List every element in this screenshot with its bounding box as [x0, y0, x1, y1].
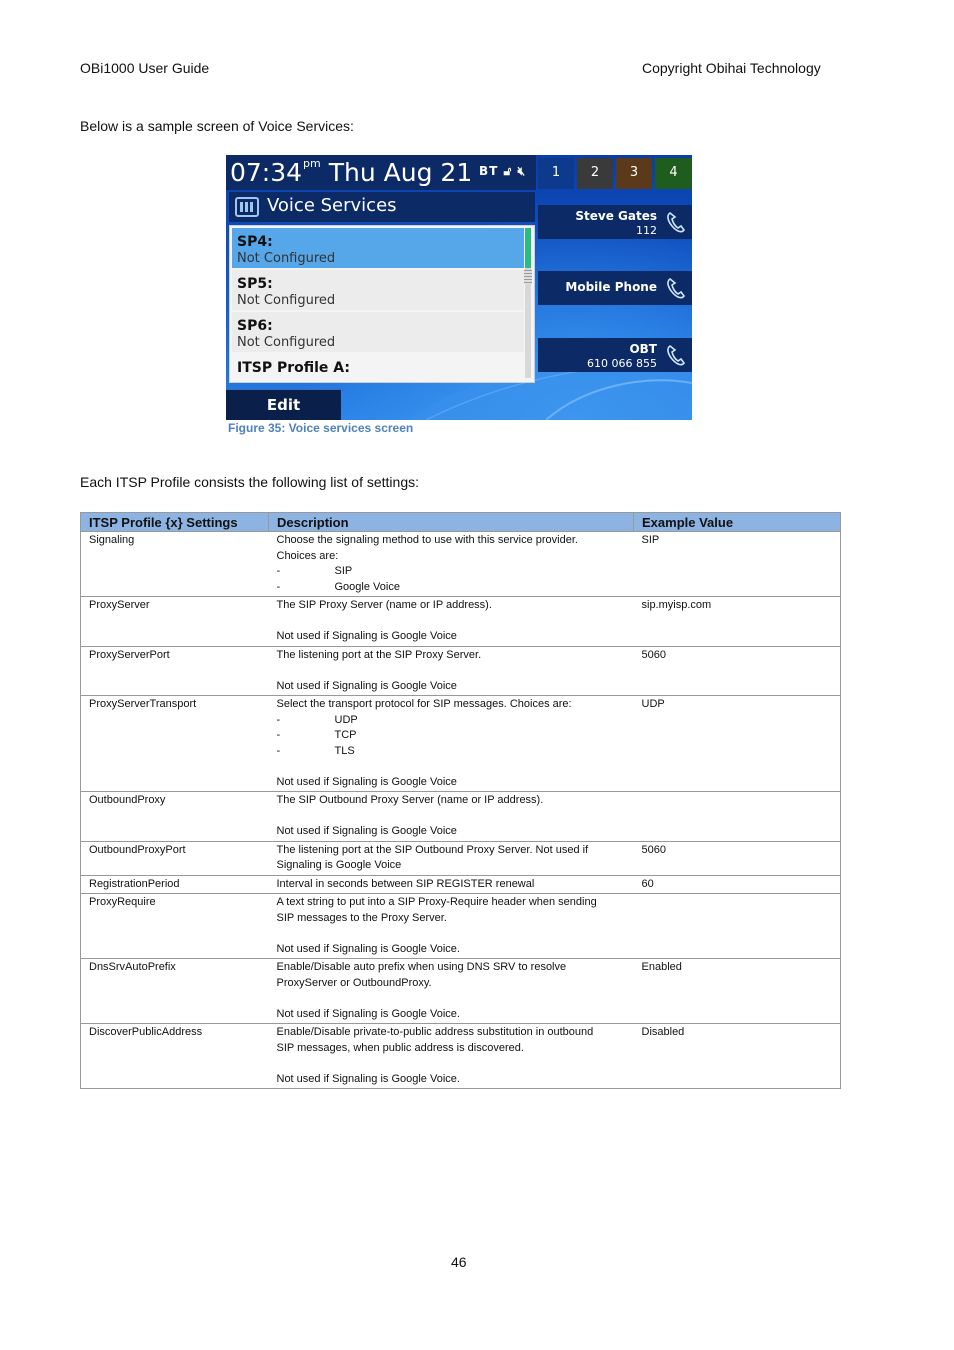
contact-name: OBT [629, 342, 657, 356]
description-cell [269, 532, 634, 597]
description-cell [269, 792, 634, 842]
description-line: SIP messages, when public address is discovered. [276, 1041, 524, 1054]
clock-date: Thu Aug 21 [328, 158, 473, 187]
example-value-cell: UDP [634, 696, 841, 792]
setting-name-cell: DiscoverPublicAddress [81, 1024, 269, 1089]
column-header-description: Description [269, 513, 634, 532]
description-line: The listening port at the SIP Proxy Server. [276, 648, 482, 661]
table-row [81, 959, 841, 1024]
bullet-dash: - [276, 744, 281, 757]
bullet-dash: - [276, 580, 281, 593]
speaker-muted-icon: 🔇︎ [517, 164, 527, 178]
bluetooth-icon: BT [479, 164, 499, 178]
clock-ampm: pm [303, 157, 321, 170]
description-line [277, 759, 626, 775]
list-item-sp6[interactable] [232, 312, 524, 352]
figure-caption: Figure 35: Voice services screen [228, 421, 414, 435]
description-line: SIP messages to the Proxy Server. [276, 911, 447, 924]
setting-name-cell: DnsSrvAutoPrefix [81, 959, 269, 1024]
description-line: Interval in seconds between SIP REGISTER renewal [276, 877, 535, 890]
description-line [277, 614, 626, 630]
example-value-cell: 5060 [634, 646, 841, 696]
line-tab-3[interactable]: 3 [616, 158, 652, 189]
voice-services-title-bar [229, 192, 535, 222]
bullet-text: UDP [334, 713, 358, 726]
example-value-cell [634, 894, 841, 959]
description-line [277, 809, 626, 825]
bullet-text: TCP [334, 729, 357, 741]
edit-softkey[interactable]: Edit [226, 389, 341, 420]
description-line: Choose the signaling method to use with this service provider. [276, 534, 578, 546]
setting-name-cell: OutboundProxyPort [81, 841, 269, 875]
description-line: Not used if Signaling is Google Voice. [276, 942, 460, 955]
description-line: ProxyServer or OutboundProxy. [276, 976, 432, 989]
phone-handset-icon [665, 276, 687, 300]
description-line: Enable/Disable auto prefix when using DNS SRV to resolve [276, 961, 567, 973]
setting-name-cell: ProxyServerPort [81, 646, 269, 696]
description-line [277, 926, 626, 942]
itsp-settings-table [80, 512, 841, 1089]
setting-name-cell: OutboundProxy [81, 792, 269, 842]
example-value-cell: sip.myisp.com [634, 597, 841, 647]
bullet-text: SIP [334, 565, 353, 577]
description-cell [269, 875, 634, 894]
description-line: The listening port at the SIP Outbound Proxy Server. Not used if [276, 843, 589, 856]
status-icons [479, 164, 526, 179]
phone-handset-icon [665, 343, 687, 367]
description-bullet [277, 580, 626, 596]
list-item-sp5[interactable] [232, 270, 524, 310]
list-item-status: Not Configured [237, 251, 336, 266]
table-row [81, 1024, 841, 1089]
description-line: Not used if Signaling is Google Voice [276, 630, 457, 642]
table-row [81, 875, 841, 894]
voice-services-list[interactable] [229, 225, 535, 383]
example-value-cell: Disabled [634, 1024, 841, 1089]
table-row [81, 696, 841, 792]
description-line: Not used if Signaling is Google Voice. [276, 1007, 460, 1020]
table-row [81, 597, 841, 647]
table-header-row [81, 513, 841, 532]
list-item-name: SP5: [237, 276, 273, 292]
setting-name-cell: ProxyServerTransport [81, 696, 269, 792]
page-number: 46 [451, 1254, 467, 1270]
description-line: Not used if Signaling is Google Voice [276, 679, 457, 692]
contact-number: 112 [636, 224, 657, 237]
example-value-cell: SIP [634, 532, 841, 597]
description-bullet [277, 744, 626, 760]
screen-title: Voice Services [267, 195, 397, 216]
voice-services-screenshot [226, 155, 692, 420]
list-item-name: SP4: [237, 234, 273, 250]
description-line: A text string to put into a SIP Proxy-Require header when sending [276, 896, 597, 908]
contact-key-steve-gates[interactable] [538, 205, 692, 239]
contact-key-obt[interactable] [538, 338, 692, 372]
list-item-sp4[interactable] [232, 228, 524, 268]
description-line: Not used if Signaling is Google Voice. [276, 1072, 460, 1085]
description-line [277, 663, 626, 679]
header-title: OBi1000 User Guide [80, 60, 210, 76]
setting-name-cell: RegistrationPeriod [81, 875, 269, 894]
example-value-cell: Enabled [634, 959, 841, 1024]
scrollbar-grip [524, 270, 532, 284]
description-bullet [277, 713, 626, 729]
column-header-example-value: Example Value [634, 513, 841, 532]
setting-name-cell: ProxyServer [81, 597, 269, 647]
bullet-text: TLS [334, 744, 355, 757]
description-cell [269, 646, 634, 696]
list-item-name: ITSP Profile A: [237, 360, 350, 376]
description-line: Select the transport protocol for SIP messages. Choices are: [276, 698, 572, 710]
phone-icon [235, 197, 259, 217]
line-tab-1[interactable]: 1 [538, 158, 574, 189]
description-cell [269, 841, 634, 875]
list-scrollbar[interactable] [525, 228, 531, 378]
phone-handset-icon [665, 210, 687, 234]
setting-name-cell: Signaling [81, 532, 269, 597]
bullet-text: Google Voice [334, 580, 400, 593]
bullet-dash: - [276, 729, 281, 741]
intro-paragraph: Below is a sample screen of Voice Services: [80, 118, 354, 134]
header-copyright: Copyright Obihai Technology [642, 60, 821, 76]
contact-number: 610 066 855 [587, 357, 657, 370]
description-line: Enable/Disable private-to-public address substitution in outbound [276, 1026, 594, 1038]
description-line: Not used if Signaling is Google Voice [276, 825, 457, 837]
example-value-cell [634, 792, 841, 842]
scrollbar-thumb[interactable] [525, 228, 531, 268]
status-bar [226, 155, 536, 190]
list-item-status: Not Configured [237, 293, 336, 308]
clock [230, 157, 472, 187]
table-row [81, 532, 841, 597]
description-line: Choices are: [276, 549, 339, 562]
bullet-dash: - [276, 565, 281, 577]
lock-icon: 🔓︎ [503, 164, 513, 178]
description-line: The SIP Proxy Server (name or IP address). [276, 599, 492, 611]
table-body [81, 532, 841, 1089]
setting-name-cell: ProxyRequire [81, 894, 269, 959]
description-line [277, 1056, 626, 1072]
description-bullet [277, 564, 626, 580]
table-intro-paragraph: Each ITSP Profile consists the following list of settings: [80, 474, 420, 490]
table-row [81, 841, 841, 875]
list-item-name: SP6: [237, 318, 273, 334]
description-line: The SIP Outbound Proxy Server (name or IP address). [276, 794, 544, 806]
description-bullet [277, 728, 626, 744]
description-cell [269, 597, 634, 647]
line-tab-2[interactable]: 2 [577, 158, 613, 189]
description-cell [269, 696, 634, 792]
bullet-dash: - [276, 713, 281, 726]
contact-name: Mobile Phone [565, 280, 657, 294]
description-line: Signaling is Google Voice [276, 859, 402, 871]
description-line [277, 991, 626, 1007]
clock-time: 07:34 [230, 158, 303, 187]
description-cell [269, 894, 634, 959]
example-value-cell: 5060 [634, 841, 841, 875]
line-tab-4[interactable]: 4 [655, 158, 692, 189]
contact-name: Steve Gates [575, 209, 657, 223]
column-header-setting: ITSP Profile {x} Settings [81, 513, 269, 532]
list-item-itsp-profile-a[interactable] [232, 354, 524, 383]
table-row [81, 646, 841, 696]
description-line: Not used if Signaling is Google Voice [276, 775, 457, 788]
description-cell [269, 1024, 634, 1089]
description-cell [269, 959, 634, 1024]
example-value-cell: 60 [634, 875, 841, 894]
table-row [81, 894, 841, 959]
list-item-status: Not Configured [237, 335, 336, 350]
contact-key-mobile-phone[interactable] [538, 271, 692, 305]
table-row [81, 792, 841, 842]
